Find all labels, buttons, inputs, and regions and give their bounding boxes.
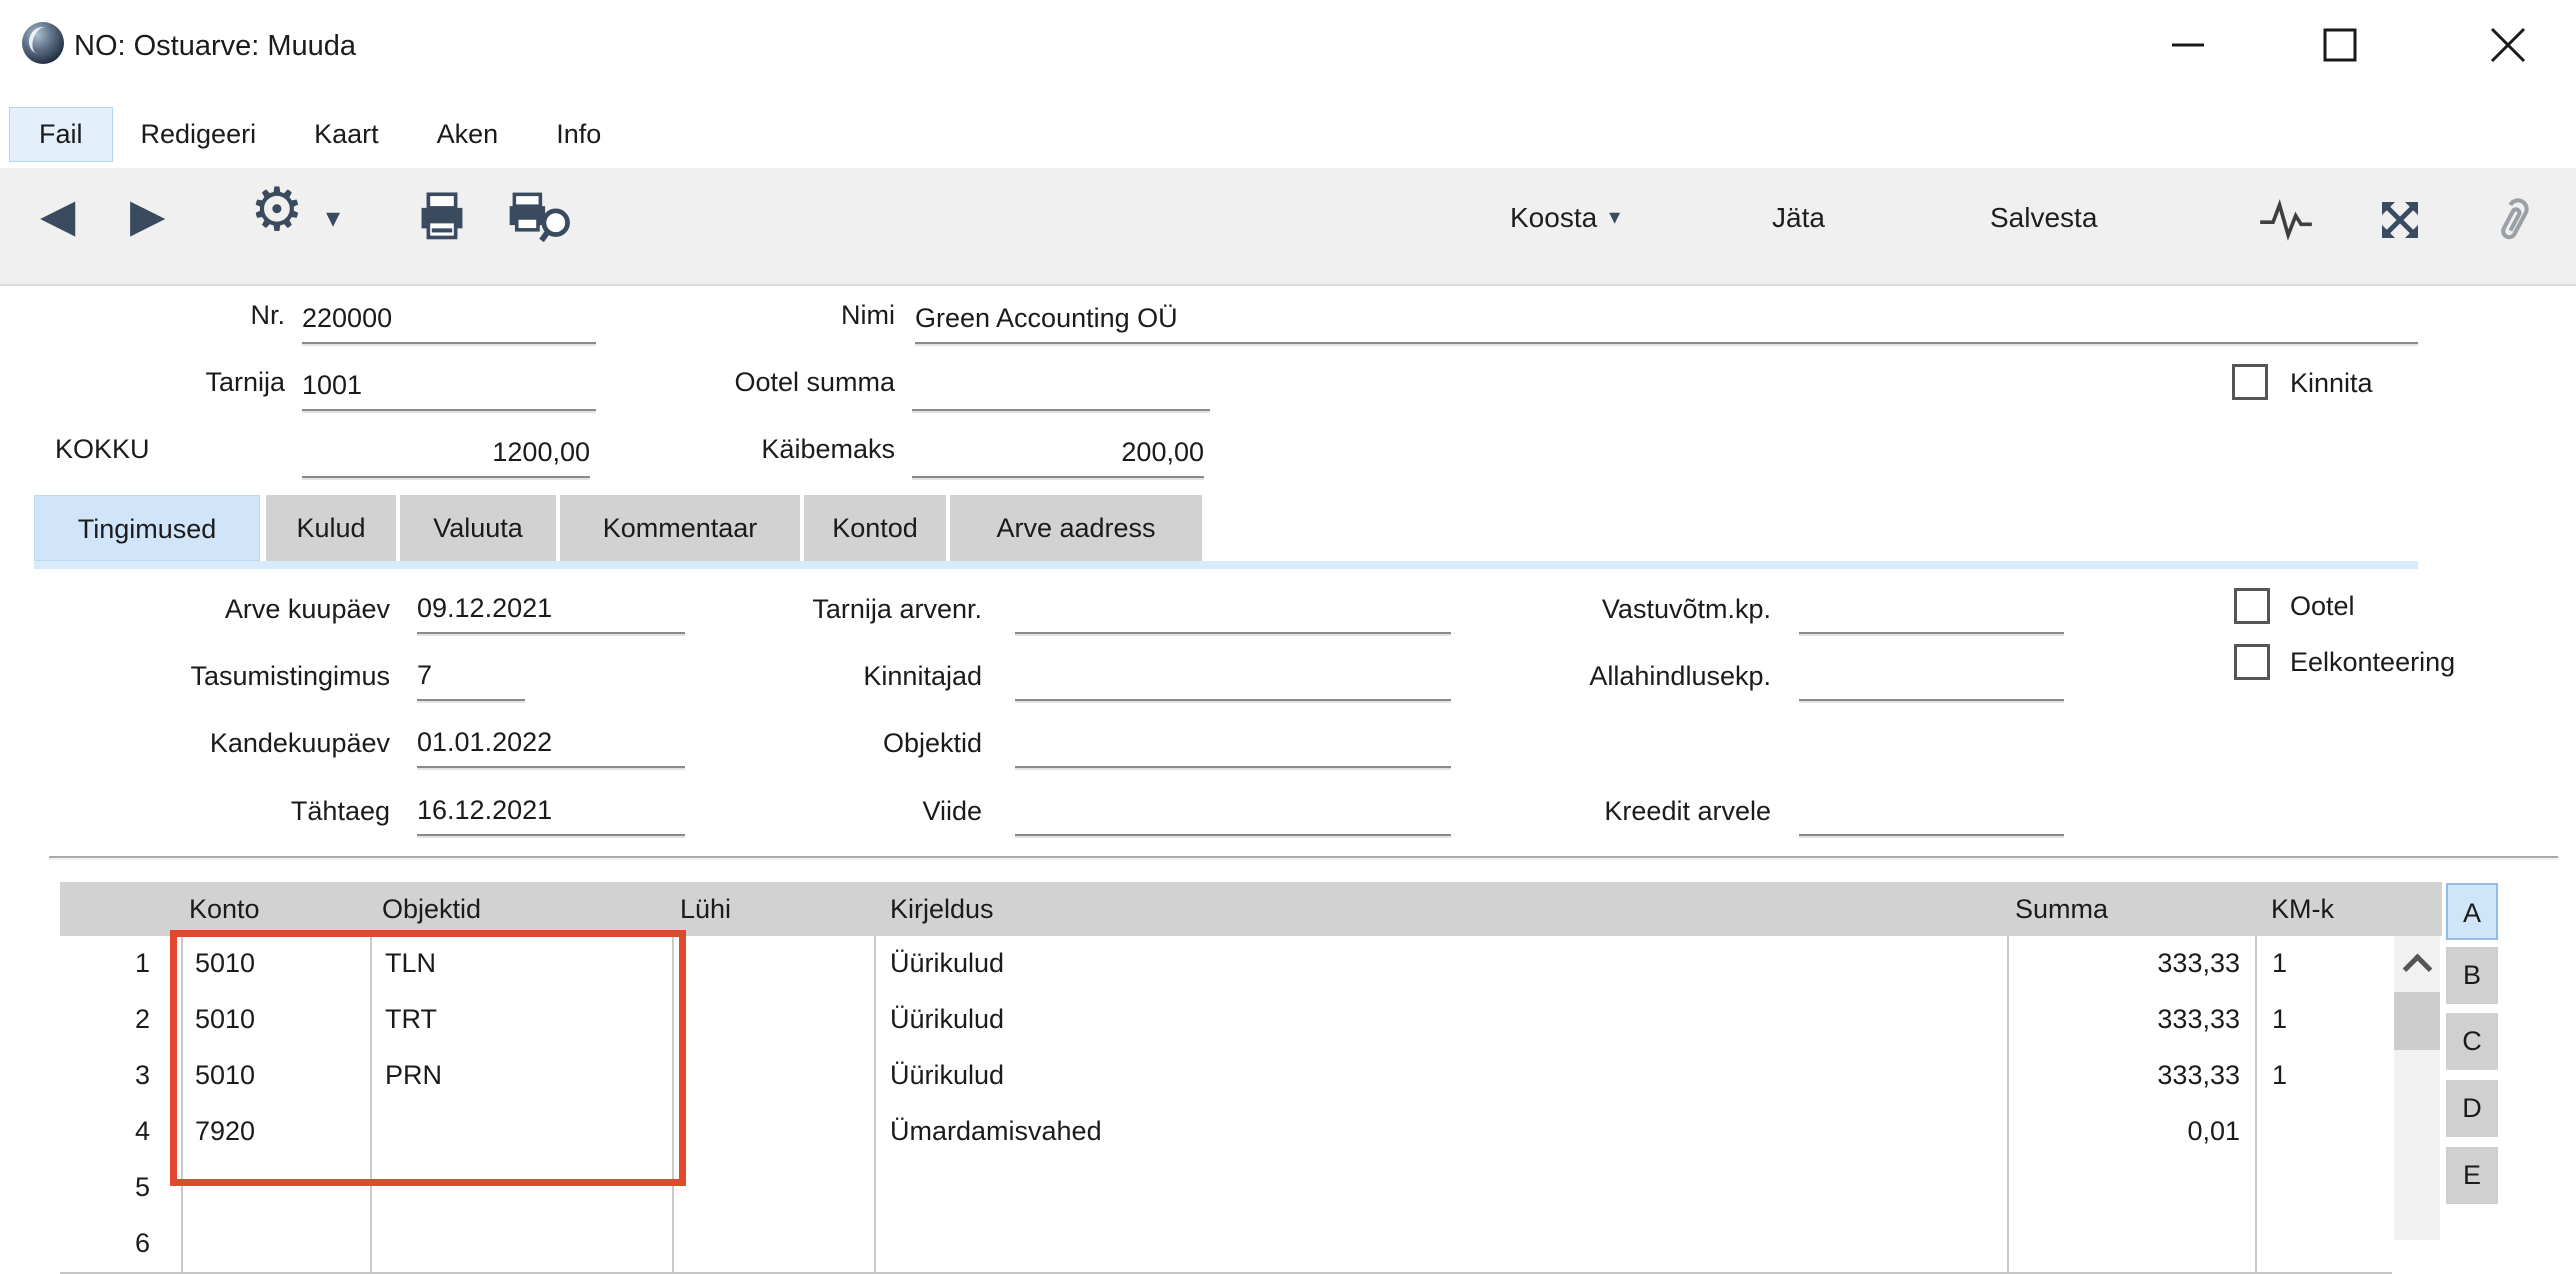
- cell-konto[interactable]: 5010: [195, 1060, 256, 1090]
- cell-summa[interactable]: 333,33: [2157, 948, 2240, 978]
- ootel-label: Ootel: [2290, 591, 2355, 621]
- minimize-button[interactable]: [2140, 0, 2236, 90]
- cell-kirjeldus[interactable]: Ümardamisvahed: [890, 1116, 1102, 1146]
- menu-fail[interactable]: Fail: [10, 108, 112, 161]
- cell-konto[interactable]: 5010: [195, 1004, 256, 1034]
- table-row: [60, 1160, 2392, 1218]
- col-luhi: Lühi: [680, 894, 732, 924]
- allahindlusekp-field[interactable]: [1799, 655, 2064, 701]
- row-number: 2: [134, 1004, 150, 1034]
- salvesta-button[interactable]: Salvesta: [1990, 202, 2098, 233]
- col-kmk: KM-k: [2271, 894, 2334, 924]
- matrix-tab-a[interactable]: A: [2446, 883, 2498, 940]
- ootel-checkbox[interactable]: [2234, 588, 2270, 624]
- eelkonteering-label: Eelkonteering: [2290, 647, 2456, 677]
- tab-kommentaar[interactable]: Kommentaar: [560, 495, 800, 561]
- grid-line: [181, 936, 183, 1272]
- cell-summa[interactable]: 0,01: [2187, 1116, 2240, 1146]
- table-header-row: [60, 882, 2442, 936]
- tasumistingimus-label: Tasumistingimus: [190, 661, 390, 691]
- koosta-button[interactable]: [1510, 202, 1620, 234]
- cell-objektid[interactable]: PRN: [385, 1060, 443, 1090]
- viide-label: Viide: [922, 796, 982, 826]
- col-summa: Summa: [2015, 894, 2109, 924]
- grid-line: [2255, 936, 2257, 1272]
- window-title: NO: Ostuarve: Muuda: [74, 30, 357, 62]
- nimi-label: Nimi: [841, 300, 895, 330]
- koosta-caret-icon: ▾: [1609, 204, 1621, 229]
- tarnija-field[interactable]: 1001: [302, 365, 596, 411]
- activity-log-button[interactable]: [2258, 196, 2314, 249]
- tarnija-arvenr-field[interactable]: [1015, 588, 1451, 634]
- toolbar: [0, 168, 2576, 286]
- close-button[interactable]: [2460, 0, 2556, 90]
- ootel-summa-label: Ootel summa: [734, 367, 895, 397]
- nr-label: Nr.: [250, 300, 285, 330]
- cell-objektid[interactable]: TRT: [385, 1004, 437, 1034]
- row-number: 6: [134, 1228, 150, 1258]
- cell-konto[interactable]: 5010: [195, 948, 256, 978]
- objektid-label: Objektid: [882, 728, 982, 758]
- vastuvotm-label: Vastuvõtm.kp.: [1601, 594, 1771, 624]
- grid-line: [2007, 936, 2009, 1272]
- eelkonteering-checkbox[interactable]: [2234, 644, 2270, 680]
- expand-arrows-icon: [2376, 196, 2424, 244]
- minimize-icon: [2168, 25, 2208, 65]
- col-objektid: Objektid: [382, 894, 482, 924]
- kinnitajad-label: Kinnitajad: [863, 661, 982, 691]
- ootel-summa-field[interactable]: [912, 365, 1210, 411]
- kinnita-checkbox[interactable]: [2232, 364, 2268, 400]
- gear-icon[interactable]: ⚙: [250, 176, 304, 243]
- active-tab-strip: [34, 561, 2418, 569]
- cell-kmk[interactable]: 1: [2272, 1060, 2288, 1090]
- grid-line: [874, 936, 876, 1272]
- table-row: [60, 1048, 2392, 1106]
- cell-kirjeldus[interactable]: Üürikulud: [890, 1004, 1005, 1034]
- koosta-label: Koosta: [1510, 202, 1598, 233]
- matrix-tab-e[interactable]: E: [2446, 1147, 2498, 1204]
- maximize-icon: [2320, 25, 2360, 65]
- table-scrollbar[interactable]: [2394, 936, 2440, 1240]
- cell-objektid[interactable]: TLN: [385, 948, 437, 978]
- app-globe-icon: [22, 22, 64, 64]
- printer-icon: [414, 192, 470, 242]
- col-konto: Konto: [189, 894, 260, 924]
- cell-kmk[interactable]: 1: [2272, 948, 2288, 978]
- kokku-label: KOKKU: [55, 434, 150, 464]
- tahtaeg-field[interactable]: 16.12.2021: [417, 790, 685, 836]
- cell-konto[interactable]: 7920: [195, 1116, 256, 1146]
- menu-aken[interactable]: Aken: [436, 118, 499, 149]
- cell-summa[interactable]: 333,33: [2157, 1004, 2240, 1034]
- kinnita-label: Kinnita: [2290, 368, 2373, 398]
- nimi-field[interactable]: Green Accounting OÜ: [915, 298, 2418, 344]
- tarnija-arvenr-label: Tarnija arvenr.: [812, 594, 982, 624]
- print-preview-icon: [502, 192, 574, 244]
- print-preview-button[interactable]: [502, 192, 574, 249]
- cell-kmk[interactable]: 1: [2272, 1004, 2288, 1034]
- tab-kontod[interactable]: Kontod: [804, 495, 946, 561]
- grid-line: [672, 936, 674, 1272]
- kaibemaks-field: 200,00: [912, 432, 1204, 478]
- close-icon: [2488, 25, 2528, 65]
- menu-bar: [0, 100, 2576, 168]
- cell-kirjeldus[interactable]: Üürikulud: [890, 1060, 1005, 1090]
- tab-kulud[interactable]: Kulud: [266, 495, 396, 561]
- tahtaeg-label: Tähtaeg: [290, 796, 390, 826]
- objektid-field[interactable]: [1015, 722, 1451, 768]
- invoice-rows-table: [60, 882, 2392, 1272]
- cell-kirjeldus[interactable]: Üürikulud: [890, 948, 1005, 978]
- grid-line: [370, 936, 372, 1272]
- menu-kaart[interactable]: Kaart: [314, 118, 379, 149]
- col-kirjeldus: Kirjeldus: [890, 894, 994, 924]
- kaibemaks-label: Käibemaks: [761, 434, 895, 464]
- jata-button[interactable]: Jäta: [1772, 202, 1825, 233]
- row-number: 4: [134, 1116, 150, 1146]
- row-number: 3: [134, 1060, 150, 1090]
- matrix-tab-c[interactable]: C: [2446, 1013, 2498, 1070]
- paperclip-icon: [2488, 190, 2536, 246]
- section-divider: [49, 856, 2558, 858]
- scrollbar-thumb[interactable]: [2394, 992, 2440, 1050]
- kreedit-arvele-field[interactable]: [1799, 790, 2064, 836]
- next-record-button[interactable]: ▶: [130, 189, 166, 241]
- row-number: 1: [134, 948, 150, 978]
- kandekuupaev-label: Kandekuupäev: [209, 728, 390, 758]
- viide-field[interactable]: [1015, 790, 1451, 836]
- expand-window-button[interactable]: [2376, 196, 2424, 249]
- kreedit-arvele-label: Kreedit arvele: [1604, 796, 1771, 826]
- vastuvotm-field[interactable]: [1799, 588, 2064, 634]
- table-row: [60, 1216, 2392, 1274]
- attachments-button[interactable]: [2488, 190, 2536, 251]
- tab-arve-aadress[interactable]: Arve aadress: [950, 495, 1202, 561]
- arve-kuupaev-label: Arve kuupäev: [224, 594, 390, 624]
- title-bar: [0, 0, 2576, 100]
- gear-caret-icon[interactable]: ▾: [326, 202, 341, 233]
- menu-redigeeri[interactable]: Redigeeri: [140, 118, 257, 149]
- nr-field[interactable]: 220000: [302, 298, 596, 344]
- row-number: 5: [134, 1172, 150, 1202]
- pulse-icon: [2258, 196, 2314, 244]
- maximize-button[interactable]: [2292, 0, 2388, 90]
- table-row: [60, 992, 2392, 1050]
- scroll-up-icon[interactable]: [2403, 954, 2433, 984]
- kokku-field: 1200,00: [302, 432, 590, 478]
- matrix-tab-b[interactable]: B: [2446, 947, 2498, 1004]
- kandekuupaev-field[interactable]: 01.01.2022: [417, 722, 685, 768]
- cell-summa[interactable]: 333,33: [2157, 1060, 2240, 1090]
- tab-valuuta[interactable]: Valuuta: [400, 495, 556, 561]
- table-row: [60, 1104, 2392, 1162]
- tarnija-label: Tarnija: [205, 367, 285, 397]
- arve-kuupaev-field[interactable]: 09.12.2021: [417, 588, 685, 634]
- print-button[interactable]: [414, 192, 470, 247]
- tasumistingimus-field[interactable]: 7: [417, 655, 525, 701]
- menu-info[interactable]: Info: [556, 118, 602, 149]
- tab-tingimused[interactable]: Tingimused: [34, 495, 260, 561]
- kinnitajad-field[interactable]: [1015, 655, 1451, 701]
- matrix-tab-d[interactable]: D: [2446, 1080, 2498, 1137]
- previous-record-button[interactable]: ◀: [40, 189, 76, 241]
- table-row: [60, 936, 2392, 994]
- allahindlusekp-label: Allahindlusekp.: [1589, 661, 1771, 691]
